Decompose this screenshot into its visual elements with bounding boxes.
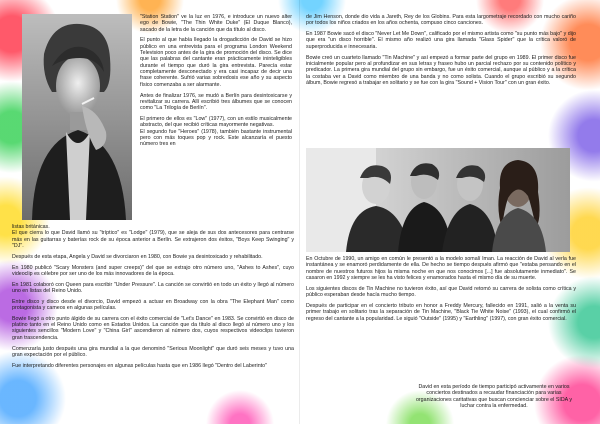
paragraph: Entre disco y disco desde el divorcio, David empezó a actuar en Broadway con la obra "The Elephant Man" como protagonista y cameos en algunas películas.: [12, 298, 294, 311]
paragraph: En 1987 Bowie sacó el disco "Never Let Me Down", calificado por el mismo artista como "su punto más bajo" y dijo que era "un disco horrible". El mismo año realizó una gira llamada "Glass Spider" que la crítica valoró de superproducida e innecesaria.: [306, 31, 576, 50]
paragraph: En Octubre de 1990, un amigo en común le presentó a la modelo somalí Iman. La reacción de David al verla fue instantánea y se enamoró perdidamente de ella. De hecho se tiempo después afirmó que "estaba pensando en el nombre de nuestros futuros hijos la misma noche en que nos conocimos [...] fue absolutamente inmediato". Se casaron en 1992 y siempre se les ha visto felices y enamorados hasta el mismo día de su muerte.: [306, 256, 576, 282]
paragraph: El segundo fue "Heroes" (1978), también bastante instrumental pero con más toques pop y rock. Este alcanzaría el puesto número tres en: [140, 128, 292, 148]
left-column-full-width: [12, 224, 294, 373]
paragraph: de Jim Henson, donde dio vida a Jareth, Rey de los Globins. Para esta largometraje recordado con mucho cariño por todos los niños criados en los años ochenta, compuso cinco canciones.: [306, 14, 576, 27]
paragraph: El primero de ellos es "Low" (1977), con un estilo musicalmente abstracto, del que recibió críticas mayormente negativas.: [140, 115, 292, 129]
right-column-bottom: [306, 256, 576, 326]
page-gutter: [299, 0, 300, 424]
right-column-top: [306, 14, 576, 91]
paragraph: El punto al que había llegado la drogadicción de David se hizo público en una entrevista para el programa London Weekend Television poco antes de la gira de promoción del disco. Se dice que las palabras del cantante eran prácticamente ininteligibles durante el tiempo que duró la gira entrevista. Parecía estar completamente desconectado y era casi incapaz de decir una frase coherente. Sufrió varias sobredosis ese año y su aspecto físico comenzaba a ser alarmante.: [140, 37, 292, 88]
paragraph: Después de esta etapa, Angela y David se divorciaron en 1980, con Bowie ya desintoxicado y rehabilitado.: [12, 253, 263, 260]
left-column-beside-photo: [140, 14, 292, 152]
paragraph: Bowie llegó a otro punto álgido de su carrera con el éxito comercial de "Let's Dance" en 1983. Se convirtió en disco de platino tanto en el Reino Unido como en Estados Unidos. La canción que da título al disco llegó al número uno y los siguientes sencillos "Modern Love" y "China Girl" ascendieron al número dos, cuyos respectivos videoclips tuvieron gran trascendencia.: [12, 315, 294, 341]
closing-paragraph-box: [412, 384, 576, 414]
paragraph: listas británicas.: [12, 224, 50, 230]
paragraph: El que cierra lo que David llamó su "tríptico" es "Lodge" (1979), que se aleja de sus dos antecesores para centrarse más en las guitarras y baterías rock de su época anterior a Berlín. Se extrajeron dos éxitos, "Boys Keep Swinging" y "DJ".: [12, 230, 294, 250]
bowie-portrait-photo: [22, 14, 132, 220]
paragraph: En 1981 colaboró con Queen para escribir "Under Pressure". La canción se convirtió en todo un éxito y llegó al número uno en listas del Reino Unido.: [12, 281, 294, 294]
paragraph: "Station Station" ve la luz en 1976, e introduce un nuevo alter ego de Bowie, "The Thin White Duke" (El Duque Blanco), sacado de la letra de la canción que da título al disco.: [140, 14, 292, 33]
paragraph: Los siguientes discos de Tin Machine no tuvieron éxito, así que David retomó su carrera de solista como crítica y público esperaban desde hacía mucho tiempo.: [306, 285, 576, 299]
closing-paragraph: David en esta período de tiempo participó activamente en varios conciertos destinados a recaudar financiación para varias organizaciones caritativas que buscan concienciar sobre el SIDA y luchar contra la enfermedad.: [415, 384, 573, 410]
paragraph: Fue interpretando diferentes personajes en algunas películas hasta que en 1986 llegó "Dentro del Laberinto": [12, 362, 267, 369]
paragraph: Bowie creó un cuarteto llamado "Tin Machine" y así empezó a formar parte del grupo en 1989. El primer disco fue inicialmente popular pero al profundizar en sus letras y fraseo hubo un parcial rechazo por su contenido político y predicador. La primera gira mundial del grupo sin embargo, fue un éxito comercial, aunque al público y a la crítica la costaba ver a David como miembro de una banda y no como solista. Cuando el grupo escribió su segundo álbum, Bowie regresó a trabajar en solitario y se fue con la gira "Sound + Vision Tour" con un gran éxito.: [306, 54, 576, 86]
paragraph: Comenzaría justo después una gira mundial a la que denominó "Serious Moonlight" que duró seis meses y tuvo una gran expectación por el público.: [12, 345, 294, 358]
band-group-photo: [306, 148, 570, 252]
paragraph: Antes de finalizar 1976, se mudó a Berlín para desintoxicarse y revitalizar su carrera. Allí escribió tres álbumes que se conocen como "La Trilogía de Berlín".: [140, 92, 292, 112]
paragraph: En 1980 publicó "Scary Monsters (and super creeps)" del que se extrajo otro número uno, "Ashes to Ashes", cuyo videoclip es célebre por ser uno de los más innovadores de la época.: [12, 264, 294, 277]
paragraph: Después de participar en el concierto tributo en honor a Freddy Mercury, fallecido en 1991, salió a la venta su primer trabajo en solitario tras la separación de Tin Machine, "Black Tie White Noise" (1993), el cual confirmó el regreso del cantante a la popularidad. Le siguió "Outside" (1995) y "Earthling" (1997), con gran éxito comercial.: [306, 302, 576, 322]
